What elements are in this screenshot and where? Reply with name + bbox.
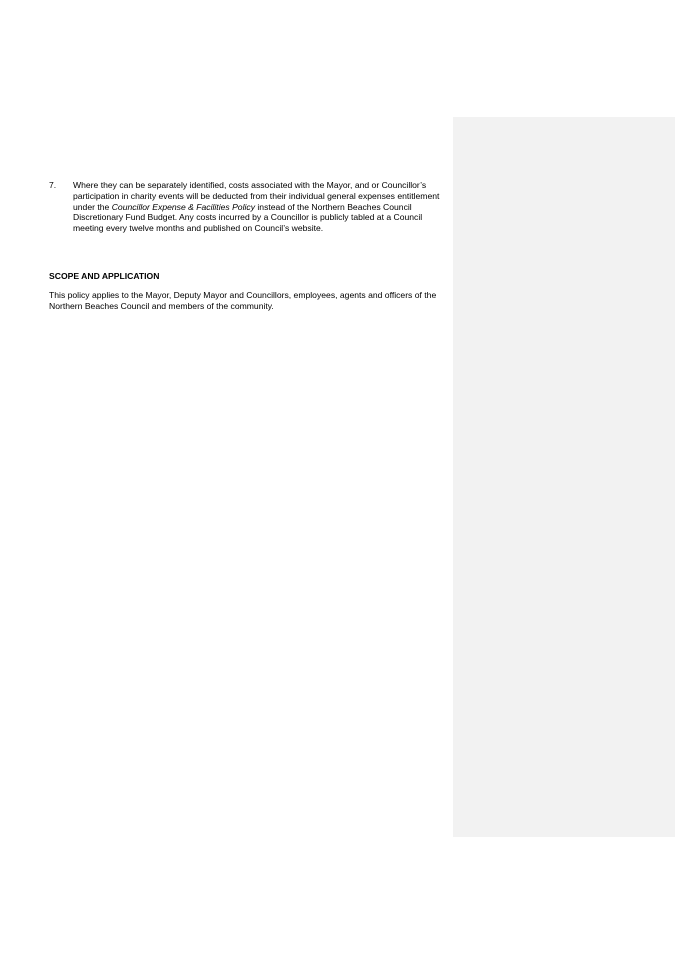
policy-title-italic: Councillor Expense & Facilities Policy [111, 201, 255, 212]
comment-pane [453, 117, 675, 837]
list-item-text [73, 180, 449, 234]
list-item-text-start: Where they can be separately identified, costs associated with the Mayor, and or Councillor’s participation in charity events will be deducted from their individual general expenses entitlement under the [73, 180, 440, 212]
list-item-7 [49, 180, 449, 234]
section-heading: SCOPE AND APPLICATION [49, 271, 160, 281]
scope-paragraph: This policy applies to the Mayor, Deputy Mayor and Councillors, employees, agents and officers of the Northern Beaches Council and members of the community. [49, 290, 437, 311]
list-item-text-end: instead of the Northern Beaches Council Discretionary Fund Budget. Any costs incurred by a Councillor is publicly tabled at a Council meeting every twelve months and published on Council’s website. [73, 201, 423, 234]
list-item-number: 7. [49, 180, 57, 190]
